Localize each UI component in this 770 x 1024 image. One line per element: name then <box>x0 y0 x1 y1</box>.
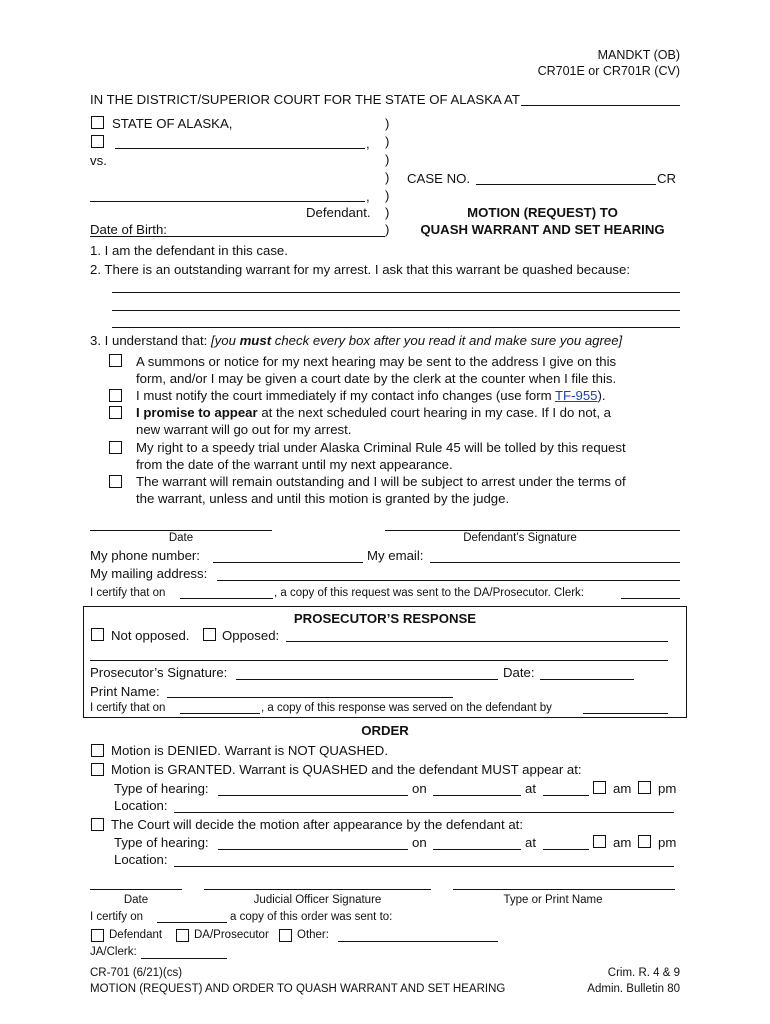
prosecutor-signature-field[interactable] <box>236 679 498 680</box>
tf-955-link[interactable]: TF-955 <box>555 388 598 403</box>
at-label: at <box>525 781 536 796</box>
form-code-1: MANDKT (OB) <box>597 48 680 62</box>
ack-summons-line-2: form, and/or I may be given a court date by the clerk at the counter when I file this. <box>136 371 617 386</box>
granted-location-field[interactable] <box>174 812 674 813</box>
am-label: am <box>613 835 632 850</box>
court-location-field[interactable] <box>521 105 680 106</box>
reason-line-2[interactable] <box>112 310 680 311</box>
prosecutor-served-label: , a copy of this response was served on the defendant by <box>261 702 552 714</box>
prosecutor-heading: PROSECUTOR’S RESPONSE <box>293 611 477 626</box>
phone-label: My phone number: <box>90 548 200 563</box>
decide-hearing-time-field[interactable] <box>543 849 589 850</box>
cc-defendant-label: Defendant <box>109 929 163 941</box>
court-heading: IN THE DISTRICT/SUPERIOR COURT FOR THE STATE OF ALASKA AT <box>90 92 520 107</box>
title-line-2: QUASH WARRANT AND SET HEARING <box>420 222 665 237</box>
on-label: on <box>412 835 427 850</box>
prosecutor-signature-label: Prosecutor’s Signature: <box>90 665 228 680</box>
bulletin-reference: Admin. Bulletin 80 <box>587 983 680 995</box>
certify-on-label: I certify on <box>90 911 144 923</box>
granted-pm-checkbox[interactable] <box>638 781 651 794</box>
granted-am-checkbox[interactable] <box>593 781 606 794</box>
paren: ) <box>385 116 390 131</box>
ack-appear-line-1 <box>136 405 611 420</box>
prosecutor-certify-date-field[interactable] <box>180 713 260 714</box>
other-party-checkbox[interactable] <box>91 135 104 148</box>
order-date-caption: Date <box>123 894 149 906</box>
item-3-instruction-b: check every box after you read it and make sure you agree] <box>271 333 623 348</box>
mailing-address-field[interactable] <box>217 580 680 581</box>
cc-other-field[interactable] <box>338 941 498 942</box>
ack-summons-line-1: A summons or notice for my next hearing may be sent to the address I give on this <box>136 354 617 369</box>
ack-appear-rest: at the next scheduled court hearing in my case. If I do not, a <box>257 405 611 420</box>
granted-hearing-date-field[interactable] <box>433 795 521 796</box>
judicial-signature-field[interactable] <box>204 889 431 890</box>
title-line-1: MOTION (REQUEST) TO <box>467 205 618 220</box>
form-number: CR-701 (6/21)(cs) <box>90 967 183 979</box>
ack-outstanding-line-2: the warrant, unless and until this motion is granted by the judge. <box>136 491 510 506</box>
paren: ) <box>385 152 390 167</box>
pm-label: pm <box>658 835 677 850</box>
prosecutor-certify-label: I certify that on <box>90 702 166 714</box>
cc-defendant-checkbox[interactable] <box>91 929 104 942</box>
form-code-2: CR701E or CR701R (CV) <box>537 64 680 78</box>
court-decide-checkbox[interactable] <box>91 818 104 831</box>
order-certify-date-field[interactable] <box>157 922 227 923</box>
item-3-instruction-a: [you <box>210 333 240 348</box>
location-label: Location: <box>114 798 168 813</box>
item-3-must: must <box>239 333 272 348</box>
at-label: at <box>525 835 536 850</box>
cc-da-checkbox[interactable] <box>176 929 189 942</box>
paren: ) <box>385 170 390 185</box>
order-heading: ORDER <box>361 723 409 738</box>
decide-type-of-hearing-field[interactable] <box>218 849 408 850</box>
ack-checkbox-speedy-trial[interactable] <box>109 441 122 454</box>
opposed-label: Opposed: <box>222 628 280 643</box>
paren: ) <box>385 205 390 220</box>
rule-reference: Crim. R. 4 & 9 <box>607 967 680 979</box>
copy-sent-label: a copy of this order was sent to: <box>230 911 393 923</box>
order-date-field[interactable] <box>90 889 182 890</box>
state-of-alaska-checkbox[interactable] <box>91 116 104 129</box>
opposed-checkbox[interactable] <box>203 628 216 641</box>
denied-label: Motion is DENIED. Warrant is NOT QUASHED. <box>111 743 388 758</box>
mailing-address-label: My mailing address: <box>90 566 208 581</box>
item-3-prefix: 3. I understand that: <box>90 333 208 348</box>
decide-hearing-date-field[interactable] <box>433 849 521 850</box>
opposed-reason-line-2[interactable] <box>90 660 668 661</box>
defendant-signature-field[interactable] <box>385 530 680 531</box>
prosecutor-date-field[interactable] <box>540 679 634 680</box>
item-3 <box>90 333 622 348</box>
ja-clerk-label: JA/Clerk: <box>90 946 137 958</box>
ja-clerk-field[interactable] <box>141 958 227 959</box>
decide-location-field[interactable] <box>174 866 674 867</box>
am-label: am <box>613 781 632 796</box>
prosecutor-date-label: Date: <box>503 665 535 680</box>
phone-field[interactable] <box>213 562 363 563</box>
clerk-field[interactable] <box>621 598 680 599</box>
item-1: 1. I am the defendant in this case. <box>90 243 288 258</box>
date-caption: Date <box>168 532 194 544</box>
judicial-signature-caption: Judicial Officer Signature <box>253 894 382 906</box>
opposed-reason-line-1[interactable] <box>286 641 668 642</box>
location-label: Location: <box>114 852 168 867</box>
cc-other-label: Other: <box>297 929 329 941</box>
ack-checkbox-appear[interactable] <box>109 406 122 419</box>
ack-appear-bold: I promise to appear <box>136 405 258 420</box>
court-decide-label: The Court will decide the motion after appearance by the defendant at: <box>111 817 523 832</box>
ack-checkbox-contact[interactable] <box>109 389 122 402</box>
dob-label: Date of Birth: <box>90 222 167 237</box>
reason-line-3[interactable] <box>112 327 680 328</box>
judge-name-field[interactable] <box>453 889 675 890</box>
ack-outstanding-line-1: The warrant will remain outstanding and I will be subject to arrest under the terms of <box>136 474 626 489</box>
ack-appear-line-2: new warrant will go out for my arrest. <box>136 422 352 437</box>
granted-checkbox[interactable] <box>91 763 104 776</box>
decide-am-checkbox[interactable] <box>593 835 606 848</box>
granted-type-of-hearing-field[interactable] <box>218 795 408 796</box>
item-2: 2. There is an outstanding warrant for my arrest. I ask that this warrant be quashed because: <box>90 262 630 277</box>
email-field[interactable] <box>430 562 680 563</box>
served-by-field[interactable] <box>583 713 668 714</box>
certify-sent-label: , a copy of this request was sent to the DA/Prosecutor. Clerk: <box>274 587 585 599</box>
ack-contact <box>136 388 606 403</box>
case-suffix-cr: CR <box>657 171 677 186</box>
defendant-label: Defendant. <box>306 205 371 220</box>
type-of-hearing-label: Type of hearing: <box>114 781 209 796</box>
not-opposed-checkbox[interactable] <box>91 628 104 641</box>
form-title-footer: MOTION (REQUEST) AND ORDER TO QUASH WARRANT AND SET HEARING <box>90 983 506 995</box>
comma: , <box>366 189 370 204</box>
type-of-hearing-label: Type of hearing: <box>114 835 209 850</box>
on-label: on <box>412 781 427 796</box>
vs-label: vs. <box>90 153 107 168</box>
paren: ) <box>385 188 390 203</box>
ack-checkbox-summons[interactable] <box>109 354 122 367</box>
not-opposed-label: Not opposed. <box>111 628 190 643</box>
dob-field[interactable] <box>90 236 385 237</box>
email-label: My email: <box>367 548 424 563</box>
case-no-field[interactable] <box>476 184 656 185</box>
print-name-label: Print Name: <box>90 684 160 699</box>
pm-label: pm <box>658 781 677 796</box>
type-name-caption: Type or Print Name <box>503 894 603 906</box>
other-party-field[interactable] <box>115 148 365 149</box>
cc-da-label: DA/Prosecutor <box>194 929 269 941</box>
comma: , <box>366 136 370 151</box>
denied-checkbox[interactable] <box>91 744 104 757</box>
ack-speedy-line-1: My right to a speedy trial under Alaska Criminal Rule 45 will be tolled by this request <box>136 440 626 455</box>
print-name-field[interactable] <box>167 697 453 698</box>
granted-hearing-time-field[interactable] <box>543 795 589 796</box>
granted-label: Motion is GRANTED. Warrant is QUASHED and the defendant MUST appear at: <box>111 762 582 777</box>
ack-contact-text: I must notify the court immediately if my contact info changes (use form <box>136 388 555 403</box>
case-no-label: CASE NO. <box>407 171 471 186</box>
paren: ) <box>385 134 390 149</box>
defendant-name-field[interactable] <box>90 201 365 202</box>
defendant-signature-caption: Defendant’s Signature <box>463 532 577 544</box>
state-of-alaska-label: STATE OF ALASKA, <box>112 116 233 131</box>
certify-date-field[interactable] <box>180 598 273 599</box>
cc-other-checkbox[interactable] <box>279 929 292 942</box>
defendant-date-field[interactable] <box>90 530 272 531</box>
reason-line-1[interactable] <box>112 292 680 293</box>
ack-contact-end: ). <box>597 388 606 403</box>
paren: ) <box>385 222 390 237</box>
decide-pm-checkbox[interactable] <box>638 835 651 848</box>
ack-checkbox-outstanding[interactable] <box>109 475 122 488</box>
certify-on-label: I certify that on <box>90 587 166 599</box>
ack-speedy-line-2: from the date of the warrant until my next appearance. <box>136 457 453 472</box>
